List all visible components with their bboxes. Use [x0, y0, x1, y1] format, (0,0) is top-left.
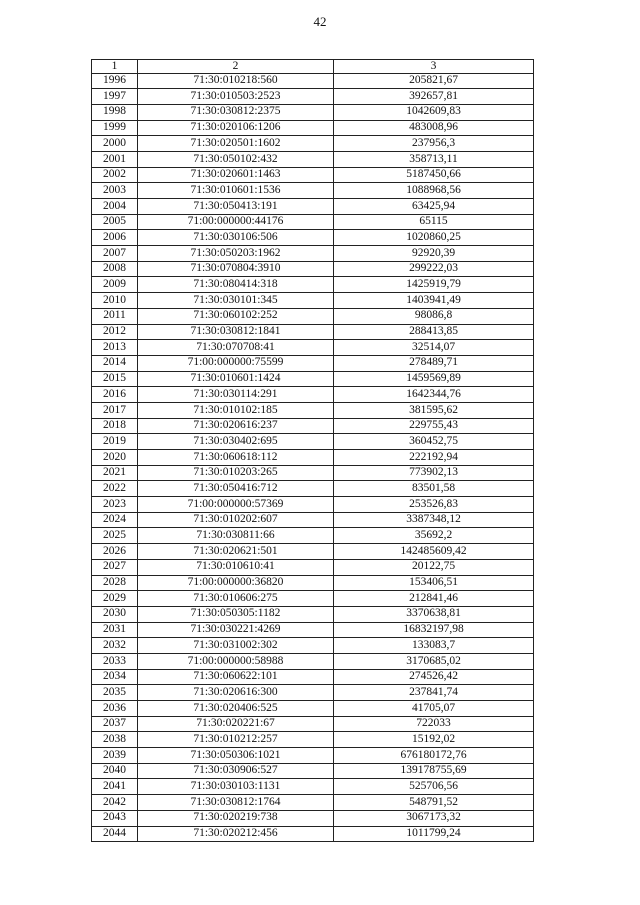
- cadastral-number-cell: 71:30:030114:291: [138, 387, 334, 403]
- value-cell: 358713,11: [334, 151, 534, 167]
- value-cell: 63425,94: [334, 199, 534, 215]
- cadastral-number-cell: 71:30:020616:237: [138, 418, 334, 434]
- cadastral-number-cell: 71:30:050413:191: [138, 199, 334, 215]
- cadastral-number-cell: 71:30:010102:185: [138, 402, 334, 418]
- row-number-cell: 1998: [92, 104, 138, 120]
- value-cell: 41705,07: [334, 701, 534, 717]
- cadastral-number-cell: 71:30:020501:1602: [138, 136, 334, 152]
- row-number-cell: 2034: [92, 669, 138, 685]
- row-number-cell: 2026: [92, 544, 138, 560]
- row-number-cell: 2013: [92, 340, 138, 356]
- row-number-cell: 2036: [92, 701, 138, 717]
- table-row: [92, 779, 534, 795]
- value-cell: 1020860,25: [334, 230, 534, 246]
- cadastral-number-cell: 71:30:020616:300: [138, 685, 334, 701]
- column-header-1: 1: [92, 60, 138, 74]
- value-cell: 1088968,56: [334, 183, 534, 199]
- value-cell: 3170685,02: [334, 653, 534, 669]
- page-number: 42: [313, 14, 327, 29]
- row-number-cell: 2028: [92, 575, 138, 591]
- row-number-cell: 2005: [92, 214, 138, 230]
- row-number-cell: 2008: [92, 261, 138, 277]
- row-number-cell: 2031: [92, 622, 138, 638]
- cadastral-number-cell: 71:30:050416:712: [138, 481, 334, 497]
- cadastral-number-cell: 71:30:030812:1841: [138, 324, 334, 340]
- cadastral-number-cell: 71:30:060618:112: [138, 450, 334, 466]
- table-row: [92, 387, 534, 403]
- value-cell: 32514,07: [334, 340, 534, 356]
- cadastral-number-cell: 71:00:000000:36820: [138, 575, 334, 591]
- data-table: [91, 59, 534, 842]
- value-cell: 237841,74: [334, 685, 534, 701]
- cadastral-number-cell: 71:30:020621:501: [138, 544, 334, 560]
- table-row: [92, 199, 534, 215]
- table-row: [92, 261, 534, 277]
- table-row: [92, 701, 534, 717]
- column-header-3: 3: [334, 60, 534, 74]
- cadastral-number-cell: 71:30:050305:1182: [138, 606, 334, 622]
- value-cell: 237956,3: [334, 136, 534, 152]
- value-cell: 16832197,98: [334, 622, 534, 638]
- row-number-cell: 2029: [92, 591, 138, 607]
- row-number-cell: 2003: [92, 183, 138, 199]
- table-row: [92, 669, 534, 685]
- table-row: [92, 465, 534, 481]
- row-number-cell: 2012: [92, 324, 138, 340]
- value-cell: 92920,39: [334, 246, 534, 262]
- table-row: [92, 136, 534, 152]
- cadastral-number-cell: 71:30:030812:1764: [138, 795, 334, 811]
- row-number-cell: 2011: [92, 308, 138, 324]
- table-row: [92, 512, 534, 528]
- cadastral-number-cell: 71:30:030103:1131: [138, 779, 334, 795]
- cadastral-number-cell: 71:30:030812:2375: [138, 104, 334, 120]
- cadastral-number-cell: 71:30:080414:318: [138, 277, 334, 293]
- table-row: [92, 402, 534, 418]
- value-cell: 483008,96: [334, 120, 534, 136]
- value-cell: 65115: [334, 214, 534, 230]
- row-number-cell: 2039: [92, 748, 138, 764]
- cadastral-number-cell: 71:30:070708:41: [138, 340, 334, 356]
- value-cell: 212841,46: [334, 591, 534, 607]
- table-row: [92, 622, 534, 638]
- table-row: [92, 528, 534, 544]
- row-number-cell: 2018: [92, 418, 138, 434]
- value-cell: 3387348,12: [334, 512, 534, 528]
- value-cell: 222192,94: [334, 450, 534, 466]
- value-cell: 3370638,81: [334, 606, 534, 622]
- table-row: [92, 653, 534, 669]
- value-cell: 1642344,76: [334, 387, 534, 403]
- row-number-cell: 2027: [92, 559, 138, 575]
- value-cell: 676180172,76: [334, 748, 534, 764]
- value-cell: 274526,42: [334, 669, 534, 685]
- table-row: [92, 418, 534, 434]
- column-header-2: 2: [138, 60, 334, 74]
- row-number-cell: 1997: [92, 89, 138, 105]
- table-row: [92, 748, 534, 764]
- row-number-cell: 2043: [92, 810, 138, 826]
- row-number-cell: 1999: [92, 120, 138, 136]
- table-row: [92, 120, 534, 136]
- table-body: [92, 60, 534, 842]
- value-cell: 392657,81: [334, 89, 534, 105]
- cadastral-number-cell: 71:30:010606:275: [138, 591, 334, 607]
- value-cell: 722033: [334, 716, 534, 732]
- table-row: [92, 104, 534, 120]
- cadastral-number-cell: 71:30:010601:1424: [138, 371, 334, 387]
- cadastral-number-cell: 71:30:020221:67: [138, 716, 334, 732]
- table-row: [92, 826, 534, 842]
- cadastral-number-cell: 71:30:010212:257: [138, 732, 334, 748]
- value-cell: 229755,43: [334, 418, 534, 434]
- cadastral-number-cell: 71:30:050306:1021: [138, 748, 334, 764]
- row-number-cell: 2020: [92, 450, 138, 466]
- cadastral-number-cell: 71:30:030106:506: [138, 230, 334, 246]
- table-row: [92, 732, 534, 748]
- table-row: [92, 685, 534, 701]
- table-row: [92, 355, 534, 371]
- table-row: [92, 89, 534, 105]
- value-cell: 288413,85: [334, 324, 534, 340]
- table-row: [92, 246, 534, 262]
- table-row: [92, 638, 534, 654]
- cadastral-number-cell: 71:30:060102:252: [138, 308, 334, 324]
- row-number-cell: 2016: [92, 387, 138, 403]
- table-row: [92, 795, 534, 811]
- cadastral-number-cell: 71:30:050203:1962: [138, 246, 334, 262]
- table-row: [92, 214, 534, 230]
- table-row: [92, 324, 534, 340]
- table-row: [92, 450, 534, 466]
- row-number-cell: 2025: [92, 528, 138, 544]
- value-cell: 1403941,49: [334, 293, 534, 309]
- row-number-cell: 2033: [92, 653, 138, 669]
- cadastral-number-cell: 71:00:000000:58988: [138, 653, 334, 669]
- row-number-cell: 2022: [92, 481, 138, 497]
- cadastral-number-cell: 71:30:010202:607: [138, 512, 334, 528]
- table-row: [92, 575, 534, 591]
- row-number-cell: 1996: [92, 73, 138, 89]
- value-cell: 3067173,32: [334, 810, 534, 826]
- cadastral-number-cell: 71:30:010503:2523: [138, 89, 334, 105]
- value-cell: 153406,51: [334, 575, 534, 591]
- cadastral-number-cell: 71:30:020212:456: [138, 826, 334, 842]
- value-cell: 139178755,69: [334, 763, 534, 779]
- cadastral-number-cell: 71:30:010218:560: [138, 73, 334, 89]
- row-number-cell: 2024: [92, 512, 138, 528]
- table-row: [92, 559, 534, 575]
- cadastral-number-cell: 71:30:031002:302: [138, 638, 334, 654]
- row-number-cell: 2014: [92, 355, 138, 371]
- value-cell: 98086,8: [334, 308, 534, 324]
- table-header-row: [92, 60, 534, 74]
- cadastral-number-cell: 71:30:020219:738: [138, 810, 334, 826]
- value-cell: 381595,62: [334, 402, 534, 418]
- value-cell: 5187450,66: [334, 167, 534, 183]
- row-number-cell: 2035: [92, 685, 138, 701]
- table-row: [92, 591, 534, 607]
- cadastral-number-cell: 71:30:030221:4269: [138, 622, 334, 638]
- table-row: [92, 151, 534, 167]
- cadastral-number-cell: 71:30:010610:41: [138, 559, 334, 575]
- table-row: [92, 716, 534, 732]
- value-cell: 278489,71: [334, 355, 534, 371]
- table-row: [92, 544, 534, 560]
- table-row: [92, 293, 534, 309]
- row-number-cell: 2021: [92, 465, 138, 481]
- value-cell: 1011799,24: [334, 826, 534, 842]
- cadastral-number-cell: 71:30:020601:1463: [138, 167, 334, 183]
- row-number-cell: 2015: [92, 371, 138, 387]
- row-number-cell: 2019: [92, 434, 138, 450]
- value-cell: 548791,52: [334, 795, 534, 811]
- row-number-cell: 2001: [92, 151, 138, 167]
- table-row: [92, 73, 534, 89]
- row-number-cell: 2017: [92, 402, 138, 418]
- cadastral-number-cell: 71:30:050102:432: [138, 151, 334, 167]
- table-row: [92, 497, 534, 513]
- row-number-cell: 2038: [92, 732, 138, 748]
- row-number-cell: 2037: [92, 716, 138, 732]
- cadastral-number-cell: 71:00:000000:75599: [138, 355, 334, 371]
- table-row: [92, 167, 534, 183]
- cadastral-number-cell: 71:30:030402:695: [138, 434, 334, 450]
- table-row: [92, 277, 534, 293]
- table-row: [92, 810, 534, 826]
- value-cell: 133083,7: [334, 638, 534, 654]
- row-number-cell: 2007: [92, 246, 138, 262]
- value-cell: 360452,75: [334, 434, 534, 450]
- value-cell: 1042609,83: [334, 104, 534, 120]
- cadastral-number-cell: 71:30:060622:101: [138, 669, 334, 685]
- cadastral-number-cell: 71:30:030101:345: [138, 293, 334, 309]
- value-cell: 205821,67: [334, 73, 534, 89]
- table-row: [92, 481, 534, 497]
- cadastral-number-cell: 71:30:070804:3910: [138, 261, 334, 277]
- row-number-cell: 2032: [92, 638, 138, 654]
- row-number-cell: 2044: [92, 826, 138, 842]
- cadastral-number-cell: 71:00:000000:57369: [138, 497, 334, 513]
- row-number-cell: 2010: [92, 293, 138, 309]
- value-cell: 35692,2: [334, 528, 534, 544]
- value-cell: 525706,56: [334, 779, 534, 795]
- cadastral-number-cell: 71:30:020406:525: [138, 701, 334, 717]
- cadastral-number-cell: 71:30:010601:1536: [138, 183, 334, 199]
- row-number-cell: 2002: [92, 167, 138, 183]
- value-cell: 20122,75: [334, 559, 534, 575]
- cadastral-number-cell: 71:00:000000:44176: [138, 214, 334, 230]
- row-number-cell: 2041: [92, 779, 138, 795]
- row-number-cell: 2009: [92, 277, 138, 293]
- cadastral-number-cell: 71:30:020106:1206: [138, 120, 334, 136]
- row-number-cell: 2030: [92, 606, 138, 622]
- table-row: [92, 183, 534, 199]
- row-number-cell: 2004: [92, 199, 138, 215]
- row-number-cell: 2042: [92, 795, 138, 811]
- row-number-cell: 2006: [92, 230, 138, 246]
- row-number-cell: 2000: [92, 136, 138, 152]
- value-cell: 1425919,79: [334, 277, 534, 293]
- table-row: [92, 340, 534, 356]
- table-row: [92, 763, 534, 779]
- value-cell: 773902,13: [334, 465, 534, 481]
- value-cell: 299222,03: [334, 261, 534, 277]
- table-row: [92, 230, 534, 246]
- cadastral-number-cell: 71:30:030906:527: [138, 763, 334, 779]
- value-cell: 253526,83: [334, 497, 534, 513]
- value-cell: 1459569,89: [334, 371, 534, 387]
- table-row: [92, 606, 534, 622]
- row-number-cell: 2023: [92, 497, 138, 513]
- table-row: [92, 308, 534, 324]
- cadastral-number-cell: 71:30:030811:66: [138, 528, 334, 544]
- table-row: [92, 371, 534, 387]
- value-cell: 15192,02: [334, 732, 534, 748]
- table-row: [92, 434, 534, 450]
- row-number-cell: 2040: [92, 763, 138, 779]
- value-cell: 142485609,42: [334, 544, 534, 560]
- cadastral-number-cell: 71:30:010203:265: [138, 465, 334, 481]
- value-cell: 83501,58: [334, 481, 534, 497]
